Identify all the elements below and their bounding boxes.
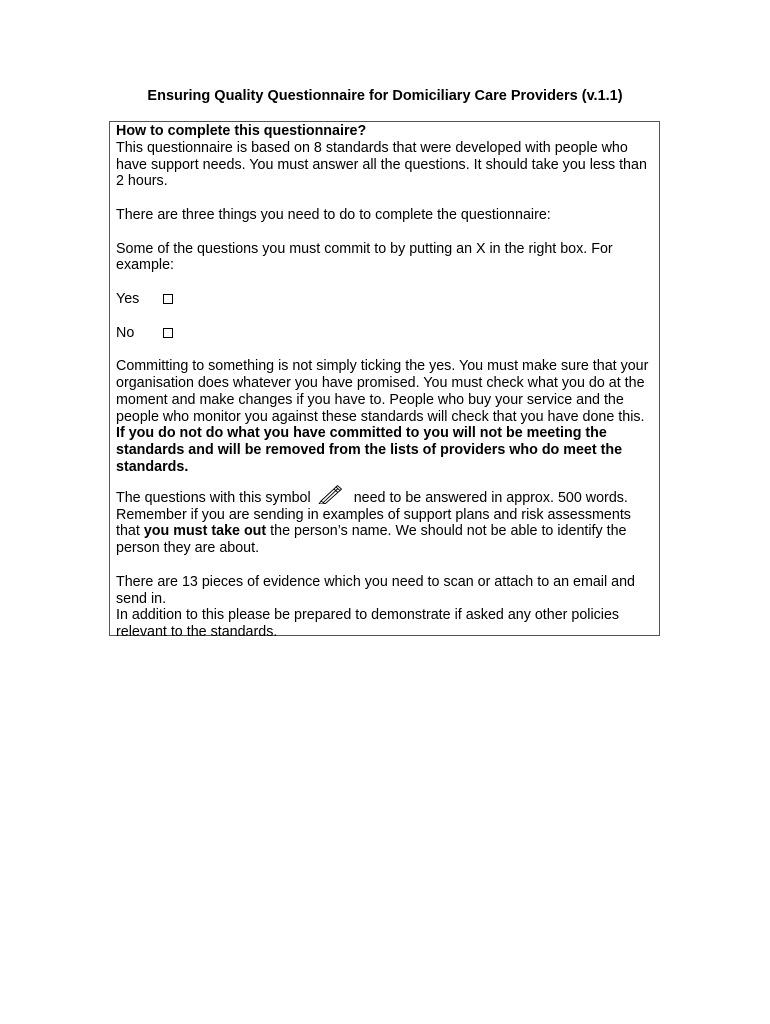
three-things-paragraph: There are three things you need to do to complete the questionnaire: xyxy=(116,206,551,223)
example-yes-row xyxy=(116,291,653,308)
evidence-paragraph: There are 13 pieces of evidence which you need to scan or attach to an email and send in. xyxy=(116,573,635,607)
symbol-text-end: the person’s name. We should not be able to identify the person they are about. xyxy=(116,523,627,557)
committing-warning: If you do not do what you have committed to you will not be meeting the standards and will be removed from the lists of providers who do meet the standards. xyxy=(116,425,623,475)
document-title: Ensuring Quality Questionnaire for Domiciliary Care Providers (v.1.1) xyxy=(147,88,623,104)
committing-text: Committing to something is not simply ticking the yes. You must make sure that your organisation does whatever you have promised. You must check what you do at the moment and make changes if you have to. People who buy your service and the people who monitor you against these standards will check that you have done this. xyxy=(116,358,649,425)
instructions-box xyxy=(109,121,660,641)
symbol-text-after: need to be answered in approx. 500 words. Remember if you are sending in examples of support plans and risk assessments that xyxy=(116,489,631,540)
symbol-paragraph xyxy=(116,484,653,557)
intro-paragraph: This questionnaire is based on 8 standards that were developed with people who have support needs. You must answer all the questions. It should take you less than 2 hours. xyxy=(116,139,647,190)
pencil-icon xyxy=(315,484,343,504)
example-no-checkbox[interactable] xyxy=(163,328,173,338)
example-yes-checkbox[interactable] xyxy=(163,294,173,304)
example-no-label: No xyxy=(116,324,135,341)
symbol-text-before: The questions with this symbol xyxy=(116,489,311,506)
instructions-heading: How to complete this questionnaire? xyxy=(116,123,367,139)
example-no-row xyxy=(116,325,653,342)
policies-paragraph: In addition to this please be prepared to demonstrate if asked any other policies relevant to the standards. xyxy=(116,607,620,641)
symbol-text-bold: you must take out xyxy=(143,523,267,540)
pencil-icon-svg xyxy=(315,484,343,504)
committing-paragraph xyxy=(116,358,653,476)
commit-instruction-paragraph: Some of the questions you must commit to by putting an X in the right box. For example: xyxy=(116,240,613,274)
example-yes-label: Yes xyxy=(116,290,140,307)
